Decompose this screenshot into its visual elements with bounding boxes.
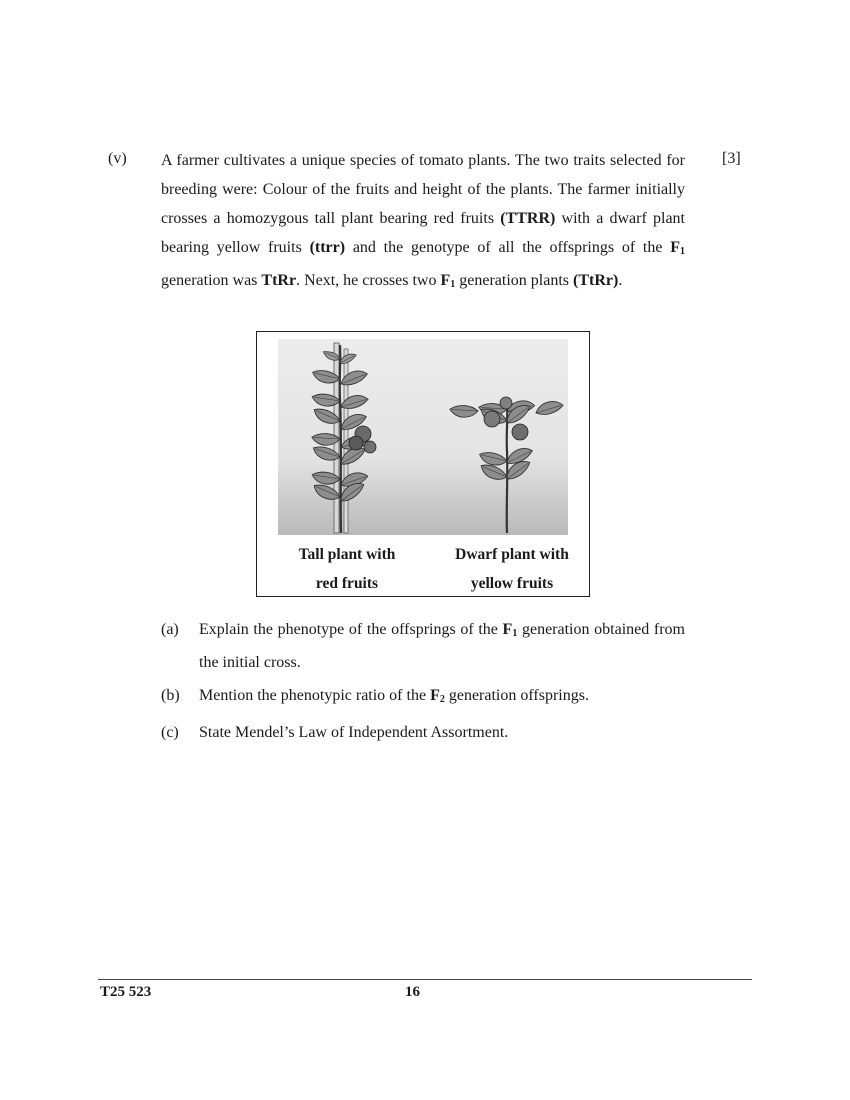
genotype-f1: TtRr bbox=[261, 272, 297, 289]
page-number: 16 bbox=[405, 984, 420, 1000]
plant-illustration bbox=[278, 339, 568, 535]
subquestion-c: (c) State Mendel’s Law of Independent Assortment. bbox=[161, 724, 509, 741]
subquestion-a: (a) Explain the phenotype of the offsprings of the $F_1$ generation obtained from the initial cross. bbox=[161, 621, 686, 671]
caption-dwarf-plant: Dwarf plant with yellow fruits bbox=[455, 546, 569, 592]
subquestion-b: (b) Mention the phenotypic ratio of the $F_2$ generation offsprings. bbox=[161, 687, 589, 705]
genotype-ttrr-lower: (ttrr) bbox=[309, 239, 346, 256]
question-number: (v) bbox=[108, 150, 127, 167]
caption-tall-plant: Tall plant with red fruits bbox=[298, 546, 396, 592]
genotype-ttrr-upper: (TTRR) bbox=[500, 210, 556, 227]
footer-divider bbox=[98, 979, 752, 980]
question-stem: A farmer cultivates a unique species of tomato plants. The two traits selected for breeding were: Colour of the fruits and height of the plants. The farmer initially crosses a homozygous tall plant bearing red fruits (TTRR) with a dwarf plant bearing yellow fruits (ttrr) and the genotype of all the offsprings of the $F_1$ generation was TtRr. Next, he crosses two $F_1$ generation plants (TtRr). bbox=[161, 152, 686, 290]
genotype-f1-cross: (TtRr) bbox=[573, 272, 619, 289]
paper-code: T25 523 bbox=[100, 984, 152, 1000]
marks-label: [3] bbox=[722, 150, 741, 167]
plant-figure bbox=[256, 331, 590, 597]
